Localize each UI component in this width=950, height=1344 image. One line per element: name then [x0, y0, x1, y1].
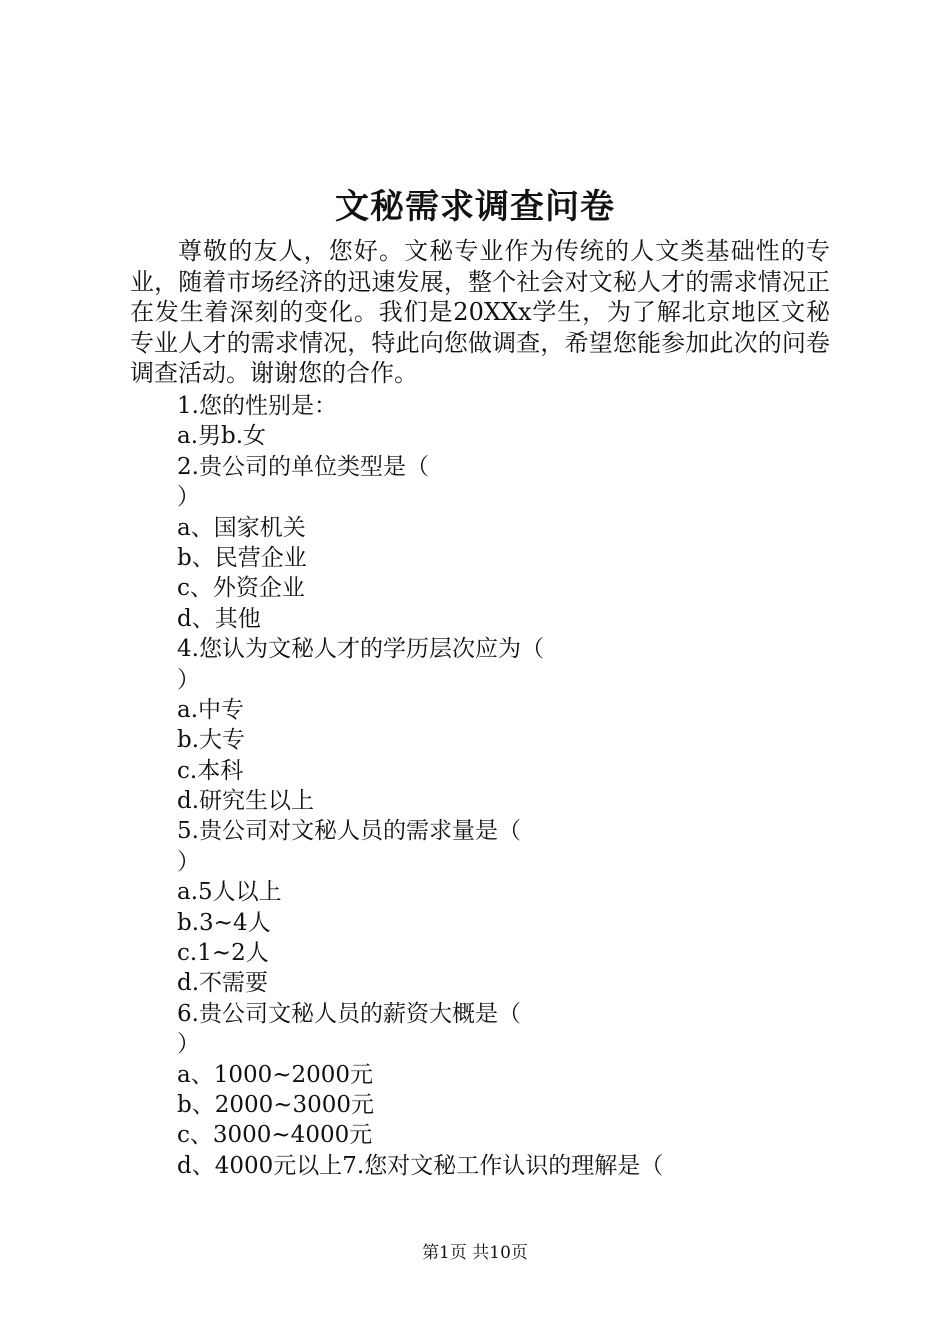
- question-6-option-c: c、3000~4000元: [177, 1122, 373, 1149]
- question-5-text: 5.贵公司对文秘人员的需求量是（: [177, 818, 521, 845]
- question-5-option-a: a.5人以上: [177, 879, 282, 906]
- question-4-bracket: ）: [177, 666, 200, 693]
- question-6-bracket: ）: [177, 1031, 200, 1058]
- question-6-option-b: b、2000~3000元: [177, 1091, 375, 1118]
- question-2-option-c: c、外资企业: [177, 575, 305, 602]
- question-2-bracket: ）: [177, 484, 200, 511]
- question-1-options: a.男b.女: [177, 423, 267, 450]
- question-2-text: 2.贵公司的单位类型是（: [177, 453, 429, 480]
- question-4-option-d: d.研究生以上: [177, 788, 315, 815]
- page-number-footer: 第1页 共10页: [422, 1243, 528, 1263]
- question-2-option-a: a、国家机关: [177, 514, 306, 541]
- question-6-option-d-and-question-7: d、4000元以上7.您对文秘工作认识的理解是（: [177, 1152, 664, 1179]
- question-4-option-b: b.大专: [177, 727, 246, 754]
- survey-question-list: [177, 391, 827, 1181]
- question-5-option-b: b.3~4人: [177, 909, 271, 936]
- question-4-text: 4.您认为文秘人才的学历层次应为（: [177, 636, 544, 663]
- question-1-text: 1.您的性别是：: [177, 393, 337, 419]
- question-6-text: 6.贵公司文秘人员的薪资大概是（: [177, 1000, 521, 1027]
- question-2-option-b: b、民营企业: [177, 544, 307, 571]
- question-2-option-d: d、其他: [177, 605, 261, 632]
- question-6-option-a: a、1000~2000元: [177, 1061, 374, 1088]
- question-4-option-c: c.本科: [177, 757, 244, 784]
- question-5-bracket: ）: [177, 848, 200, 875]
- intro-paragraph: 尊敬的友人，您好。文秘专业作为传统的人文类基础性的专业，随着市场经济的迅速发展，整个社会对文秘人才的需求情况正在发生着深刻的变化。我们是20XXx学生，为了解北京地区文秘专业人才的需求情况，特此向您做调查，希望您能参加此次的问卷调查活动。谢谢您的合作。: [130, 237, 830, 387]
- question-4-option-a: a.中专: [177, 696, 245, 723]
- question-5-option-d: d.不需要: [177, 970, 269, 997]
- page-title: 文秘需求调查问卷: [335, 187, 615, 227]
- question-5-option-c: c.1~2人: [177, 940, 269, 967]
